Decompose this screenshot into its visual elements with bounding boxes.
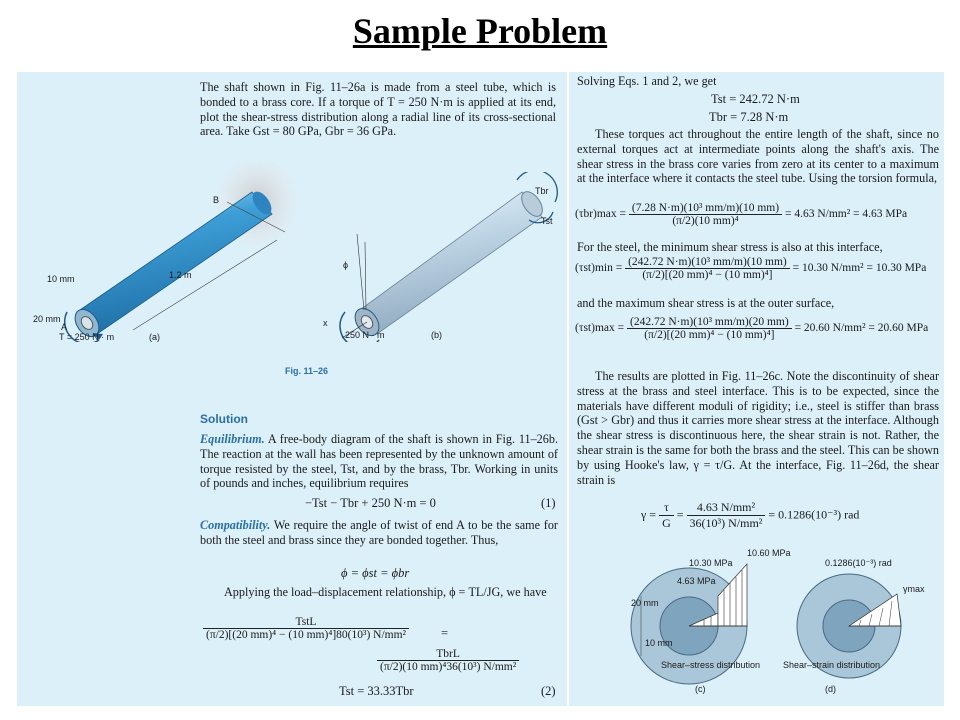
equation-2: Tst = 33.33Tbr <box>339 684 414 698</box>
slide-title: Sample Problem <box>352 11 608 51</box>
figure-d-shear-strain <box>779 556 929 696</box>
fig-c-1060: 10.60 MPa <box>747 548 791 558</box>
eq-a-rhs: = 4.63 N/mm² = 4.63 MPa <box>784 208 908 221</box>
figure-a-shaft <box>37 162 297 342</box>
fig-c-10mm: 10 mm <box>645 638 673 648</box>
gamma-den: 36(10³) N/mm² <box>689 516 763 530</box>
compatibility-paragraph <box>200 518 558 548</box>
fig-a-torque: T = 250 N · m <box>59 332 115 342</box>
fig-d-rad: 0.1286(10⁻³) rad <box>825 558 892 568</box>
left-panel <box>17 72 567 706</box>
gamma-rhs: = 0.1286(10⁻³) rad <box>768 507 860 522</box>
eq-a-numerator: (7.28 N·m)(10³ mm/m)(10 mm) <box>629 202 782 215</box>
fraction-steel-numerator: TstL <box>203 616 409 629</box>
fig-c-caption: Shear–stress distribution <box>661 660 761 670</box>
gamma-frac-num: τ <box>659 500 674 516</box>
fig-d-caption: Shear–strain distribution <box>783 660 881 670</box>
fig-b-torque: 250 N · m <box>345 330 385 340</box>
torsion-paragraph: These torques act throughout the entire length of the shaft, since no external torques act at intermediate points along the shaft's axis. The shear stress in the brass core varies from zero at its center to a maximum at the interface where it contacts the steel tube. Using the torsion formula, <box>577 127 939 186</box>
equation-1-number: (1) <box>541 496 556 510</box>
right-panel <box>569 72 944 706</box>
gamma-frac-den: G <box>662 516 671 530</box>
fraction-steel <box>203 616 409 641</box>
equation-2-number: (2) <box>541 684 556 698</box>
fig-b-tbr: Tbr <box>535 186 549 196</box>
fig-c-463: 4.63 MPa <box>677 576 716 586</box>
fig-c-20mm: 20 mm <box>631 598 659 608</box>
figure-caption: Fig. 11–26 <box>285 366 329 376</box>
eq-a-denominator: (π/2)(10 mm)⁴ <box>672 215 739 227</box>
fig-d-label: (d) <box>825 684 836 694</box>
eq-c-rhs: = 20.60 N/mm² = 20.60 MPa <box>794 322 929 335</box>
fig-b-tst: Tst <box>541 216 553 226</box>
steel-min-text: For the steel, the minimum shear stress is also at this interface, <box>577 240 883 254</box>
result-tst: Tst = 242.72 N·m <box>711 92 800 106</box>
load-displacement-text: Applying the load–displacement relationship, ϕ = TL/JG, we have <box>224 585 547 599</box>
equilibrium-heading: Equilibrium. <box>200 432 265 446</box>
solving-text: Solving Eqs. 1 and 2, we get <box>577 74 717 88</box>
equation-tau-steel-min <box>575 256 926 281</box>
fig-a-label-b: B <box>213 195 220 205</box>
fig-a-caption: (a) <box>149 332 160 342</box>
equilibrium-text: A free-body diagram of the shaft is shown in Fig. 11–26b. The reaction at the wall has been represented by the unknown amount of torque resisted by the steel, Tst, and by the brass, Tbr. Working in units of pounds and inches, equilibrium requires <box>200 432 558 491</box>
problem-statement: The shaft shown in Fig. 11–26a is made from a steel tube, which is bonded to a brass core. If a torque of T = 250 N·m is applied at its end, plot the shear-stress distribution along a radial line of its cross-sectional area. Take Gst = 80 GPa, Gbr = 36 GPa. <box>200 80 556 139</box>
fig-b-caption: (b) <box>431 330 442 340</box>
equation-1: −Tst − Tbr + 250 N·m = 0 <box>305 496 436 510</box>
eq-a-lhs: (τbr)max = <box>575 208 627 221</box>
eq-c-lhs: (τst)max = <box>575 322 625 335</box>
fig-a-length: 1.2 m <box>169 270 192 280</box>
result-tbr: Tbr = 7.28 N·m <box>709 110 789 124</box>
eq-b-lhs: (τst)min = <box>575 262 623 275</box>
discussion-paragraph: The results are plotted in Fig. 11–26c. Note the discontinuity of shear stress at the brass and steel interface. This is to be expected, since the materials have different moduli of rigidity; i.e., steel is stiffer than brass (Gst > Gbr) and thus it carries more shear stress at the interface. Although the shear stress is discontinuous here, the shear strain is not. Rather, the shear strain is the same for both the brass and the steel. This can be shown by using Hooke's law, γ = τ/G. At the interface, Fig. 11–26d, the shear strain is <box>577 369 939 487</box>
fig-a-20mm: 20 mm <box>33 314 61 324</box>
solution-heading: Solution <box>200 412 248 426</box>
fraction-brass <box>377 648 519 673</box>
equilibrium-paragraph <box>200 432 558 491</box>
fraction-brass-denominator: (π/2)(10 mm)⁴36(10³) N/mm² <box>380 661 517 673</box>
compatibility-text: We require the angle of twist of end A to be the same for both the steel and brass since they are bonded together. Thus, <box>200 518 558 547</box>
fig-b-x: x <box>323 318 328 328</box>
figure-b-free-body <box>317 172 567 342</box>
eq-c-numerator: (242.72 N·m)(10³ mm/m)(20 mm) <box>627 316 792 329</box>
fraction-steel-denominator: (π/2)[(20 mm)⁴ − (10 mm)⁴]80(10³) N/mm² <box>206 629 406 641</box>
fraction-brass-numerator: TbrL <box>377 648 519 661</box>
eq-c-denominator: (π/2)[(20 mm)⁴ − (10 mm)⁴] <box>644 329 775 341</box>
eq-b-rhs: = 10.30 N/mm² = 10.30 MPa <box>792 262 927 275</box>
fig-a-10mm: 10 mm <box>47 274 75 284</box>
fig-b-phi: ϕ <box>343 260 349 270</box>
fig-c-label: (c) <box>695 684 706 694</box>
equals-sign: = <box>441 626 449 640</box>
gamma-eq: = <box>676 507 684 522</box>
fig-d-gamma-max: γmax <box>903 584 925 594</box>
shear-strain-equation <box>641 500 859 531</box>
compatibility-equation: ϕ = ϕst = ϕbr <box>341 566 410 580</box>
compatibility-heading: Compatibility. <box>200 518 271 532</box>
eq-b-numerator: (242.72 N·m)(10³ mm/m)(10 mm) <box>625 256 790 269</box>
equation-tau-steel-max <box>575 316 928 341</box>
equation-tau-brass-max <box>575 202 907 227</box>
fig-a-label-a-point: A <box>61 322 68 332</box>
eq-b-denominator: (π/2)[(20 mm)⁴ − (10 mm)⁴] <box>642 269 773 281</box>
gamma-num: 4.63 N/mm² <box>687 500 766 516</box>
gamma-lhs: γ = <box>641 507 657 522</box>
steel-max-text: and the maximum shear stress is at the outer surface, <box>577 296 835 310</box>
fig-c-1030: 10.30 MPa <box>689 558 733 568</box>
